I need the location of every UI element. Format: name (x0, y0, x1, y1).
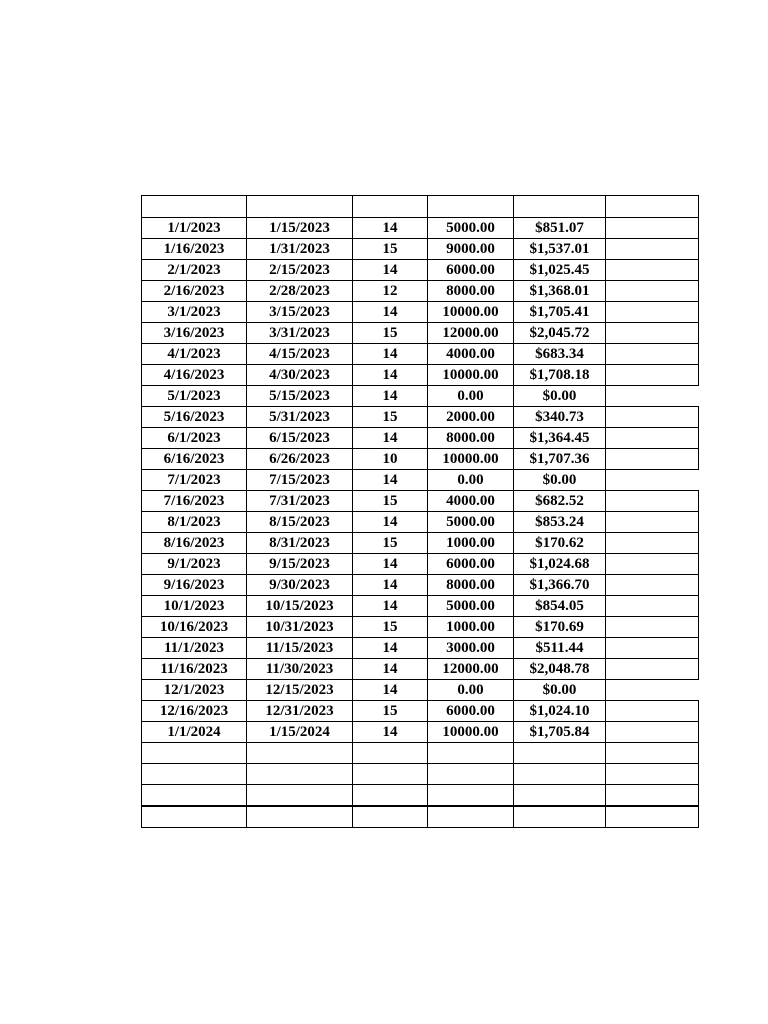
extra-cell (606, 722, 699, 743)
start-date-cell: 2/1/2023 (142, 260, 247, 281)
extra-cell (606, 344, 699, 365)
days-cell: 14 (353, 428, 428, 449)
end-date-cell (247, 806, 353, 828)
days-cell: 14 (353, 554, 428, 575)
start-date-cell: 8/1/2023 (142, 512, 247, 533)
days-cell: 14 (353, 470, 428, 491)
start-date-cell: 7/16/2023 (142, 491, 247, 512)
table-row (142, 407, 699, 428)
days-cell: 14 (353, 680, 428, 701)
extra-cell (606, 596, 699, 617)
amount-cell: 12000.00 (428, 659, 514, 680)
amount-cell: 0.00 (428, 680, 514, 701)
end-date-cell: 10/31/2023 (247, 617, 353, 638)
days-cell: 14 (353, 722, 428, 743)
start-date-cell: 5/16/2023 (142, 407, 247, 428)
start-date-cell: 1/16/2023 (142, 239, 247, 260)
amount-cell (428, 785, 514, 807)
end-date-cell: 11/30/2023 (247, 659, 353, 680)
extra-cell (606, 764, 699, 785)
header-cell (353, 196, 428, 218)
table-row (142, 470, 699, 491)
amount-cell: 6000.00 (428, 260, 514, 281)
days-cell: 14 (353, 260, 428, 281)
start-date-cell: 1/1/2023 (142, 218, 247, 239)
table-row (142, 575, 699, 596)
table-row (142, 785, 699, 807)
extra-cell (606, 407, 699, 428)
amount-cell: 9000.00 (428, 239, 514, 260)
start-date-cell: 11/16/2023 (142, 659, 247, 680)
extra-cell (606, 554, 699, 575)
table-row (142, 638, 699, 659)
pay-cell: $1,366.70 (514, 575, 606, 596)
amount-cell (428, 743, 514, 764)
start-date-cell: 1/1/2024 (142, 722, 247, 743)
days-cell: 15 (353, 491, 428, 512)
extra-cell (606, 470, 699, 491)
pay-cell: $1,368.01 (514, 281, 606, 302)
start-date-cell (142, 764, 247, 785)
start-date-cell: 10/1/2023 (142, 596, 247, 617)
days-cell: 14 (353, 575, 428, 596)
amount-cell: 5000.00 (428, 512, 514, 533)
pay-cell: $1,705.41 (514, 302, 606, 323)
start-date-cell: 4/16/2023 (142, 365, 247, 386)
days-cell: 14 (353, 218, 428, 239)
amount-cell: 10000.00 (428, 365, 514, 386)
end-date-cell: 12/31/2023 (247, 701, 353, 722)
end-date-cell: 5/15/2023 (247, 386, 353, 407)
start-date-cell: 3/16/2023 (142, 323, 247, 344)
table-body (142, 196, 699, 828)
start-date-cell: 11/1/2023 (142, 638, 247, 659)
end-date-cell: 8/31/2023 (247, 533, 353, 554)
start-date-cell: 6/16/2023 (142, 449, 247, 470)
end-date-cell: 6/15/2023 (247, 428, 353, 449)
days-cell: 15 (353, 323, 428, 344)
days-cell: 14 (353, 302, 428, 323)
amount-cell: 1000.00 (428, 617, 514, 638)
pay-cell: $2,045.72 (514, 323, 606, 344)
start-date-cell: 8/16/2023 (142, 533, 247, 554)
start-date-cell: 9/16/2023 (142, 575, 247, 596)
start-date-cell: 10/16/2023 (142, 617, 247, 638)
end-date-cell: 9/30/2023 (247, 575, 353, 596)
table-row (142, 533, 699, 554)
amount-cell: 8000.00 (428, 428, 514, 449)
table-row (142, 323, 699, 344)
pay-cell: $854.05 (514, 596, 606, 617)
pay-cell: $1,364.45 (514, 428, 606, 449)
table-row (142, 239, 699, 260)
days-cell (353, 806, 428, 828)
start-date-cell: 6/1/2023 (142, 428, 247, 449)
table-row (142, 491, 699, 512)
extra-cell (606, 323, 699, 344)
pay-cell (514, 743, 606, 764)
days-cell: 15 (353, 533, 428, 554)
extra-cell (606, 365, 699, 386)
extra-cell (606, 806, 699, 828)
amount-cell: 6000.00 (428, 701, 514, 722)
end-date-cell: 1/15/2023 (247, 218, 353, 239)
extra-cell (606, 617, 699, 638)
end-date-cell: 8/15/2023 (247, 512, 353, 533)
data-table (141, 195, 699, 828)
days-cell: 14 (353, 344, 428, 365)
pay-cell: $683.34 (514, 344, 606, 365)
extra-cell (606, 428, 699, 449)
end-date-cell: 6/26/2023 (247, 449, 353, 470)
pay-cell: $511.44 (514, 638, 606, 659)
amount-cell: 4000.00 (428, 491, 514, 512)
extra-cell (606, 785, 699, 807)
start-date-cell: 7/1/2023 (142, 470, 247, 491)
extra-cell (606, 533, 699, 554)
pay-cell: $340.73 (514, 407, 606, 428)
days-cell: 14 (353, 365, 428, 386)
start-date-cell: 5/1/2023 (142, 386, 247, 407)
end-date-cell: 2/28/2023 (247, 281, 353, 302)
amount-cell: 12000.00 (428, 323, 514, 344)
amount-cell: 0.00 (428, 470, 514, 491)
end-date-cell: 2/15/2023 (247, 260, 353, 281)
header-cell (606, 196, 699, 218)
amount-cell: 8000.00 (428, 575, 514, 596)
table-row (142, 743, 699, 764)
pay-cell: $0.00 (514, 386, 606, 407)
header-cell (428, 196, 514, 218)
pay-cell: $1,708.18 (514, 365, 606, 386)
pay-cell: $1,024.68 (514, 554, 606, 575)
days-cell: 15 (353, 617, 428, 638)
extra-cell (606, 659, 699, 680)
days-cell (353, 785, 428, 807)
end-date-cell (247, 785, 353, 807)
amount-cell: 10000.00 (428, 302, 514, 323)
table-row (142, 512, 699, 533)
pay-cell: $0.00 (514, 680, 606, 701)
extra-cell (606, 386, 699, 407)
table-row (142, 764, 699, 785)
amount-cell: 0.00 (428, 386, 514, 407)
amount-cell (428, 806, 514, 828)
amount-cell: 3000.00 (428, 638, 514, 659)
start-date-cell: 4/1/2023 (142, 344, 247, 365)
start-date-cell: 2/16/2023 (142, 281, 247, 302)
header-cell (142, 196, 247, 218)
end-date-cell: 7/31/2023 (247, 491, 353, 512)
amount-cell: 6000.00 (428, 554, 514, 575)
spreadsheet-table-container (141, 195, 698, 828)
table-row (142, 680, 699, 701)
end-date-cell: 4/15/2023 (247, 344, 353, 365)
table-row (142, 722, 699, 743)
end-date-cell: 12/15/2023 (247, 680, 353, 701)
extra-cell (606, 743, 699, 764)
amount-cell: 4000.00 (428, 344, 514, 365)
amount-cell: 5000.00 (428, 218, 514, 239)
table-row (142, 659, 699, 680)
table-row (142, 281, 699, 302)
pay-cell: $1,024.10 (514, 701, 606, 722)
end-date-cell: 10/15/2023 (247, 596, 353, 617)
pay-cell: $851.07 (514, 218, 606, 239)
extra-cell (606, 239, 699, 260)
table-row (142, 260, 699, 281)
table-row (142, 302, 699, 323)
pay-cell (514, 764, 606, 785)
pay-cell: $170.62 (514, 533, 606, 554)
start-date-cell: 12/1/2023 (142, 680, 247, 701)
end-date-cell: 7/15/2023 (247, 470, 353, 491)
extra-cell (606, 449, 699, 470)
extra-cell (606, 491, 699, 512)
pay-cell: $682.52 (514, 491, 606, 512)
header-cell (247, 196, 353, 218)
end-date-cell (247, 764, 353, 785)
days-cell: 12 (353, 281, 428, 302)
end-date-cell: 1/15/2024 (247, 722, 353, 743)
days-cell: 15 (353, 701, 428, 722)
days-cell (353, 743, 428, 764)
extra-cell (606, 575, 699, 596)
pay-cell: $2,048.78 (514, 659, 606, 680)
pay-cell: $1,025.45 (514, 260, 606, 281)
extra-cell (606, 218, 699, 239)
table-row (142, 554, 699, 575)
amount-cell: 2000.00 (428, 407, 514, 428)
pay-cell: $1,537.01 (514, 239, 606, 260)
start-date-cell (142, 785, 247, 807)
pay-cell: $1,707.36 (514, 449, 606, 470)
days-cell: 14 (353, 596, 428, 617)
table-row (142, 428, 699, 449)
start-date-cell (142, 806, 247, 828)
table-row (142, 365, 699, 386)
days-cell: 14 (353, 659, 428, 680)
days-cell: 14 (353, 638, 428, 659)
amount-cell: 8000.00 (428, 281, 514, 302)
end-date-cell: 5/31/2023 (247, 407, 353, 428)
table-row (142, 386, 699, 407)
table-header-row (142, 196, 699, 218)
start-date-cell: 9/1/2023 (142, 554, 247, 575)
extra-cell (606, 638, 699, 659)
table-row (142, 596, 699, 617)
end-date-cell: 9/15/2023 (247, 554, 353, 575)
pay-cell: $170.69 (514, 617, 606, 638)
end-date-cell: 4/30/2023 (247, 365, 353, 386)
days-cell: 14 (353, 386, 428, 407)
days-cell: 14 (353, 512, 428, 533)
days-cell: 15 (353, 239, 428, 260)
table-row (142, 701, 699, 722)
end-date-cell: 3/31/2023 (247, 323, 353, 344)
extra-cell (606, 701, 699, 722)
pay-cell (514, 785, 606, 807)
pay-cell: $0.00 (514, 470, 606, 491)
extra-cell (606, 281, 699, 302)
amount-cell (428, 764, 514, 785)
extra-cell (606, 512, 699, 533)
amount-cell: 1000.00 (428, 533, 514, 554)
days-cell (353, 764, 428, 785)
amount-cell: 10000.00 (428, 449, 514, 470)
start-date-cell (142, 743, 247, 764)
end-date-cell (247, 743, 353, 764)
start-date-cell: 3/1/2023 (142, 302, 247, 323)
end-date-cell: 11/15/2023 (247, 638, 353, 659)
days-cell: 10 (353, 449, 428, 470)
pay-cell: $1,705.84 (514, 722, 606, 743)
amount-cell: 10000.00 (428, 722, 514, 743)
extra-cell (606, 680, 699, 701)
days-cell: 15 (353, 407, 428, 428)
extra-cell (606, 260, 699, 281)
header-cell (514, 196, 606, 218)
table-row (142, 449, 699, 470)
extra-cell (606, 302, 699, 323)
table-row (142, 806, 699, 828)
amount-cell: 5000.00 (428, 596, 514, 617)
pay-cell: $853.24 (514, 512, 606, 533)
table-row (142, 617, 699, 638)
start-date-cell: 12/16/2023 (142, 701, 247, 722)
end-date-cell: 1/31/2023 (247, 239, 353, 260)
table-row (142, 344, 699, 365)
table-row (142, 218, 699, 239)
pay-cell (514, 806, 606, 828)
end-date-cell: 3/15/2023 (247, 302, 353, 323)
